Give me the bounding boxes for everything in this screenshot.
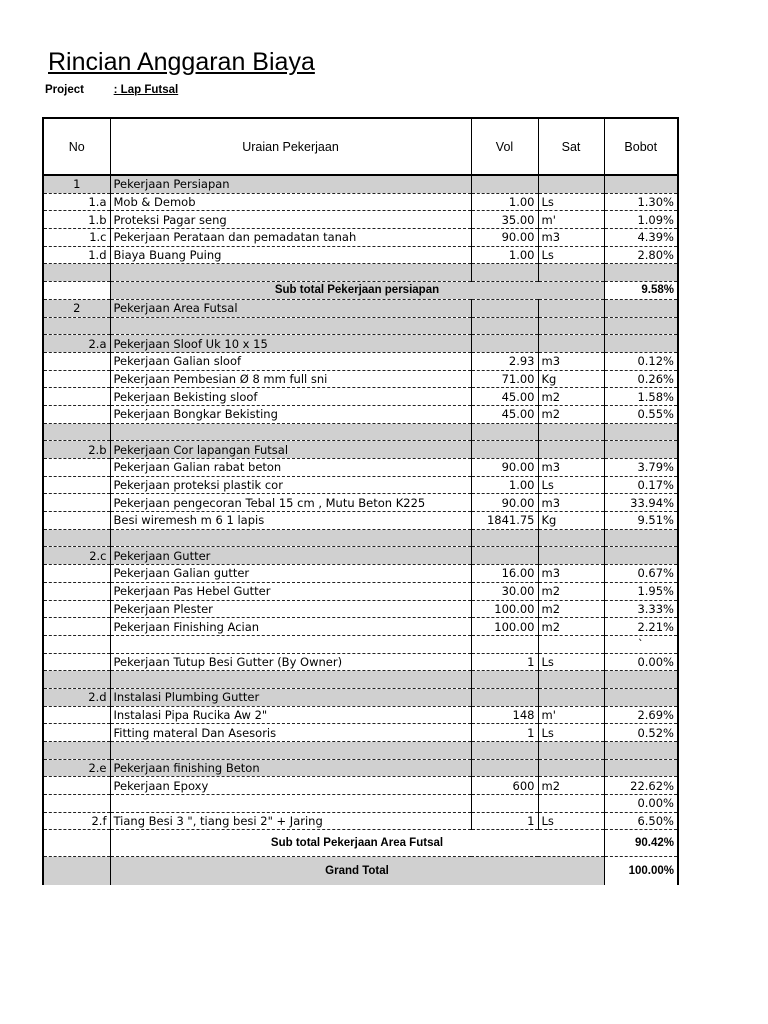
row-number — [43, 795, 110, 813]
budget-table — [42, 117, 679, 885]
row-unit — [538, 759, 604, 777]
row-description: Fitting materal Dan Asesoris — [110, 724, 471, 742]
row-weight: 90.42% — [604, 830, 678, 857]
row-volume: 100.00 — [471, 600, 538, 618]
row-number — [43, 724, 110, 742]
row-number — [43, 264, 110, 282]
row-weight: 2.69% — [604, 706, 678, 724]
row-unit: Ls — [538, 653, 604, 671]
table-row — [43, 175, 678, 193]
row-description: Tiang Besi 3 ", tiang besi 2" + Jaring — [110, 812, 471, 830]
row-weight: 0.12% — [604, 352, 678, 370]
row-volume — [471, 423, 538, 441]
row-weight: 0.00% — [604, 795, 678, 813]
row-description: Pekerjaan Pembesian Ø 8 mm full sni — [110, 370, 471, 388]
project-line — [45, 82, 178, 96]
row-description: Pekerjaan Persiapan — [110, 175, 471, 193]
row-volume — [471, 547, 538, 565]
row-number — [43, 317, 110, 335]
row-unit: m2 — [538, 600, 604, 618]
table-row — [43, 264, 678, 282]
table-row — [43, 635, 678, 653]
row-unit: m3 — [538, 352, 604, 370]
row-description: Instalasi Pipa Rucika Aw 2" — [110, 706, 471, 724]
row-weight — [604, 264, 678, 282]
row-volume: 1.00 — [471, 193, 538, 211]
project-value: : Lap Futsal — [113, 84, 179, 96]
document-title: Rincian Anggaran Biaya — [48, 48, 315, 76]
table-row — [43, 352, 678, 370]
row-unit — [538, 547, 604, 565]
row-unit: Kg — [538, 370, 604, 388]
table-row — [43, 193, 678, 211]
row-unit — [538, 175, 604, 193]
row-description — [110, 529, 471, 547]
table-row — [43, 777, 678, 795]
row-description: Pekerjaan Pas Hebel Gutter — [110, 582, 471, 600]
table-row — [43, 423, 678, 441]
row-volume: 1.00 — [471, 246, 538, 264]
row-weight — [604, 671, 678, 689]
table-row — [43, 388, 678, 406]
row-description — [110, 317, 471, 335]
row-weight — [604, 547, 678, 565]
row-weight: 100.00% — [604, 857, 678, 886]
row-number — [43, 352, 110, 370]
row-volume: 71.00 — [471, 370, 538, 388]
row-weight: 1.95% — [604, 582, 678, 600]
row-volume: 1841.75 — [471, 512, 538, 530]
row-unit: m3 — [538, 229, 604, 247]
row-volume — [471, 742, 538, 760]
row-unit: Ls — [538, 812, 604, 830]
row-description: Grand Total — [110, 857, 604, 886]
table-row — [43, 476, 678, 494]
row-unit: Ls — [538, 724, 604, 742]
row-number — [43, 476, 110, 494]
table-row — [43, 512, 678, 530]
header-description: Uraian Pekerjaan — [110, 118, 471, 175]
row-description: Pekerjaan Bekisting sloof — [110, 388, 471, 406]
row-unit — [538, 441, 604, 459]
row-weight: 1.30% — [604, 193, 678, 211]
row-number: 2.b — [43, 441, 110, 459]
row-weight: 0.17% — [604, 476, 678, 494]
table-row — [43, 211, 678, 229]
row-unit — [538, 742, 604, 760]
table-row — [43, 795, 678, 813]
row-number — [43, 370, 110, 388]
row-description: Pekerjaan Finishing Acian — [110, 618, 471, 636]
table-row — [43, 494, 678, 512]
row-volume: 90.00 — [471, 494, 538, 512]
row-weight: 22.62% — [604, 777, 678, 795]
row-description: Pekerjaan Cor lapangan Futsal — [110, 441, 471, 459]
row-weight: ` — [604, 635, 678, 653]
row-number: 1.c — [43, 229, 110, 247]
table-row — [43, 812, 678, 830]
row-number: 1.a — [43, 193, 110, 211]
row-description: Pekerjaan pengecoran Tebal 15 cm , Mutu Beton K225 — [110, 494, 471, 512]
grand-total-row — [43, 857, 678, 886]
row-volume — [471, 688, 538, 706]
row-description: Pekerjaan Galian sloof — [110, 352, 471, 370]
project-label: Project — [45, 84, 84, 96]
header-unit: Sat — [538, 118, 604, 175]
row-volume — [471, 635, 538, 653]
row-description: Pekerjaan finishing Beton — [110, 759, 471, 777]
row-volume: 148 — [471, 706, 538, 724]
row-number — [43, 494, 110, 512]
row-volume: 16.00 — [471, 565, 538, 583]
row-number: 1.b — [43, 211, 110, 229]
row-volume: 45.00 — [471, 405, 538, 423]
row-volume — [471, 264, 538, 282]
row-volume — [471, 671, 538, 689]
row-unit: m2 — [538, 405, 604, 423]
subtotal-row — [43, 282, 678, 300]
row-unit — [538, 529, 604, 547]
row-volume: 2.93 — [471, 352, 538, 370]
row-weight: 3.33% — [604, 600, 678, 618]
row-number — [43, 529, 110, 547]
row-description: Sub total Pekerjaan persiapan — [110, 282, 604, 300]
row-description: Pekerjaan Bongkar Bekisting — [110, 405, 471, 423]
row-number — [43, 777, 110, 795]
row-description: Pekerjaan Galian gutter — [110, 565, 471, 583]
row-unit: Ls — [538, 246, 604, 264]
row-number: 1 — [43, 175, 110, 193]
row-volume: 1 — [471, 653, 538, 671]
row-description — [110, 423, 471, 441]
row-description: Pekerjaan Galian rabat beton — [110, 459, 471, 477]
row-description: Pekerjaan Sloof Uk 10 x 15 — [110, 335, 471, 353]
row-number — [43, 830, 110, 857]
row-description — [110, 795, 471, 813]
row-weight: 2.21% — [604, 618, 678, 636]
row-number — [43, 459, 110, 477]
row-description — [110, 742, 471, 760]
row-weight: 2.80% — [604, 246, 678, 264]
table-row — [43, 742, 678, 760]
row-number — [43, 600, 110, 618]
row-number — [43, 512, 110, 530]
row-unit: m' — [538, 211, 604, 229]
row-volume — [471, 795, 538, 813]
row-volume: 1 — [471, 724, 538, 742]
row-description: Pekerjaan Epoxy — [110, 777, 471, 795]
row-number: 2.a — [43, 335, 110, 353]
header-volume: Vol — [471, 118, 538, 175]
row-volume: 1 — [471, 812, 538, 830]
row-number — [43, 857, 110, 886]
row-number — [43, 405, 110, 423]
row-unit: m3 — [538, 494, 604, 512]
row-number — [43, 423, 110, 441]
row-number: 2.d — [43, 688, 110, 706]
table-row — [43, 582, 678, 600]
row-unit: Kg — [538, 512, 604, 530]
table-row — [43, 565, 678, 583]
row-volume — [471, 175, 538, 193]
row-number — [43, 565, 110, 583]
row-volume — [471, 299, 538, 317]
row-number — [43, 635, 110, 653]
row-weight: 9.58% — [604, 282, 678, 300]
table-row — [43, 441, 678, 459]
row-description: Biaya Buang Puing — [110, 246, 471, 264]
table-row — [43, 405, 678, 423]
header-no: No — [43, 118, 110, 175]
row-unit — [538, 795, 604, 813]
row-unit: Ls — [538, 476, 604, 494]
row-description: Mob & Demob — [110, 193, 471, 211]
row-description: Pekerjaan Perataan dan pemadatan tanah — [110, 229, 471, 247]
row-weight: 1.09% — [604, 211, 678, 229]
row-weight: 9.51% — [604, 512, 678, 530]
row-weight — [604, 742, 678, 760]
row-description — [110, 264, 471, 282]
table-row — [43, 706, 678, 724]
row-volume: 100.00 — [471, 618, 538, 636]
table-row — [43, 299, 678, 317]
row-volume — [471, 759, 538, 777]
row-weight — [604, 759, 678, 777]
row-weight — [604, 317, 678, 335]
row-description: Pekerjaan Tutup Besi Gutter (By Owner) — [110, 653, 471, 671]
row-unit: m2 — [538, 618, 604, 636]
table-row — [43, 335, 678, 353]
row-weight: 0.00% — [604, 653, 678, 671]
row-weight: 0.52% — [604, 724, 678, 742]
row-unit: m2 — [538, 388, 604, 406]
row-unit — [538, 317, 604, 335]
row-unit — [538, 299, 604, 317]
row-number: 2.f — [43, 812, 110, 830]
row-description: Proteksi Pagar seng — [110, 211, 471, 229]
row-number — [43, 653, 110, 671]
row-number — [43, 282, 110, 300]
table-row — [43, 229, 678, 247]
table-row — [43, 547, 678, 565]
row-weight — [604, 441, 678, 459]
row-volume: 35.00 — [471, 211, 538, 229]
row-weight — [604, 529, 678, 547]
row-volume: 90.00 — [471, 229, 538, 247]
row-number: 2.c — [43, 547, 110, 565]
row-weight: 0.55% — [604, 405, 678, 423]
row-number — [43, 618, 110, 636]
table-header-row — [43, 118, 678, 175]
row-description: Besi wiremesh m 6 1 lapis — [110, 512, 471, 530]
row-volume: 90.00 — [471, 459, 538, 477]
row-unit: Ls — [538, 193, 604, 211]
table-row — [43, 688, 678, 706]
row-weight — [604, 335, 678, 353]
row-unit: m2 — [538, 777, 604, 795]
row-volume: 1.00 — [471, 476, 538, 494]
row-unit — [538, 264, 604, 282]
row-number — [43, 671, 110, 689]
row-weight: 6.50% — [604, 812, 678, 830]
table-row — [43, 724, 678, 742]
header-weight: Bobot — [604, 118, 678, 175]
row-weight: 0.67% — [604, 565, 678, 583]
row-description — [110, 635, 471, 653]
subtotal-row — [43, 830, 678, 857]
table-row — [43, 459, 678, 477]
row-weight: 0.26% — [604, 370, 678, 388]
row-volume: 600 — [471, 777, 538, 795]
row-description: Pekerjaan Plester — [110, 600, 471, 618]
row-unit: m3 — [538, 459, 604, 477]
table-row — [43, 671, 678, 689]
table-row — [43, 759, 678, 777]
row-unit — [538, 635, 604, 653]
row-weight: 33.94% — [604, 494, 678, 512]
row-number: 1.d — [43, 246, 110, 264]
row-description — [110, 671, 471, 689]
row-description: Pekerjaan proteksi plastik cor — [110, 476, 471, 494]
row-description: Instalasi Plumbing Gutter — [110, 688, 471, 706]
row-weight: 1.58% — [604, 388, 678, 406]
row-unit — [538, 688, 604, 706]
table-row — [43, 246, 678, 264]
row-description: Pekerjaan Gutter — [110, 547, 471, 565]
row-number — [43, 742, 110, 760]
row-unit: m' — [538, 706, 604, 724]
row-number — [43, 388, 110, 406]
row-unit — [538, 423, 604, 441]
row-number — [43, 706, 110, 724]
row-unit — [538, 671, 604, 689]
row-weight — [604, 175, 678, 193]
row-weight — [604, 688, 678, 706]
row-volume: 45.00 — [471, 388, 538, 406]
table-row — [43, 529, 678, 547]
row-volume — [471, 317, 538, 335]
row-unit: m2 — [538, 582, 604, 600]
row-number: 2.e — [43, 759, 110, 777]
row-description: Pekerjaan Area Futsal — [110, 299, 471, 317]
table-row — [43, 317, 678, 335]
table-row — [43, 618, 678, 636]
row-number: 2 — [43, 299, 110, 317]
table-row — [43, 653, 678, 671]
row-number — [43, 582, 110, 600]
row-weight: 4.39% — [604, 229, 678, 247]
row-volume — [471, 529, 538, 547]
row-volume: 30.00 — [471, 582, 538, 600]
table-row — [43, 370, 678, 388]
row-description: Sub total Pekerjaan Area Futsal — [110, 830, 604, 857]
row-weight: 3.79% — [604, 459, 678, 477]
table-row — [43, 600, 678, 618]
row-volume — [471, 441, 538, 459]
row-unit: m3 — [538, 565, 604, 583]
row-weight — [604, 299, 678, 317]
row-unit — [538, 335, 604, 353]
row-weight — [604, 423, 678, 441]
row-volume — [471, 335, 538, 353]
